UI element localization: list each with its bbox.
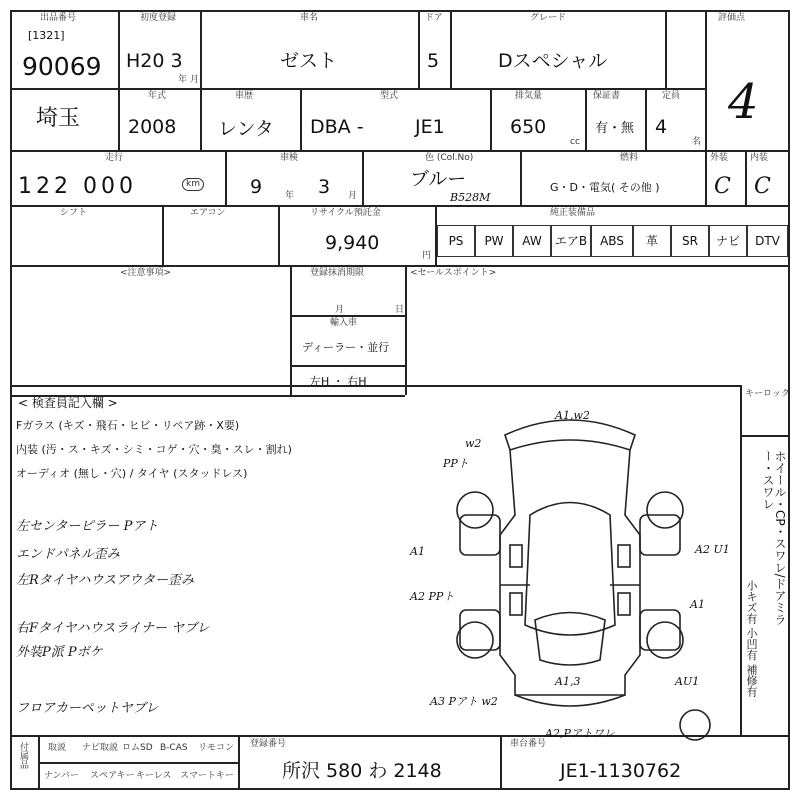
interior: C	[754, 174, 771, 199]
region: 埼玉	[36, 106, 81, 131]
color-label: 色 (Col.No)	[425, 153, 474, 163]
right-rear-fender	[640, 515, 680, 555]
warranty: 有・無	[595, 121, 635, 136]
left-front-door-handle	[510, 593, 522, 615]
mark-front-a1: A1,3	[555, 675, 581, 688]
side-options: ホイール・CP・スワレ/ドアミラー・スワレ	[761, 450, 787, 626]
yen-unit: 円	[422, 251, 432, 261]
door-label: ドア	[425, 13, 443, 23]
fuel: G・D・電気( その他 )	[550, 181, 660, 194]
model-year: 2008	[128, 116, 177, 138]
chassis: JE1-1130762	[560, 760, 682, 782]
equipment-aw: AW	[513, 225, 551, 257]
warranty-label: 保証書	[593, 91, 621, 101]
windshield	[535, 613, 605, 666]
mark-rear: A1,w2	[555, 409, 590, 422]
cabin-roof	[525, 503, 615, 636]
note-5: 外装P派 Pボケ	[16, 645, 103, 660]
equipment-leather: 革	[633, 225, 671, 257]
score: 4	[728, 74, 759, 130]
exterior: C	[714, 174, 731, 199]
name-label: 車名	[300, 13, 319, 23]
caution-label: <注意事項>	[120, 268, 172, 278]
interior-label: 内装	[750, 153, 769, 163]
recycle-fee: 9,940	[325, 232, 380, 254]
inspection-label: 車検	[280, 153, 299, 163]
mark-ppt: PPト	[443, 457, 469, 470]
car-diagram	[405, 395, 740, 745]
mark-left-a2: A2 PPト	[410, 590, 455, 603]
recycle-label: リサイクル預託金	[310, 208, 381, 218]
exterior-label: 外装	[710, 153, 729, 163]
equipment-pw: PW	[475, 225, 513, 257]
inspection-title: < 検査員記入欄 >	[18, 396, 118, 410]
mileage-unit: km	[182, 178, 204, 191]
note-1: 左センターピラー Pアト	[16, 519, 159, 534]
first-reg: H20 3	[126, 50, 183, 72]
mileage-label: 走行	[105, 153, 124, 163]
history: レンタ	[218, 118, 274, 140]
capacity: 4	[655, 116, 668, 138]
left-front-fender	[460, 610, 500, 650]
lot-bracket: [1321]	[28, 29, 65, 42]
fuel-label: 燃料	[620, 153, 639, 163]
score-label: 評価点	[718, 13, 746, 23]
body-outline	[500, 450, 640, 695]
mark-right-a2: A2 U1	[695, 543, 730, 556]
footer-item-4: B-CAS	[160, 743, 188, 753]
footer-item-1: 取説	[48, 743, 67, 753]
inspection-year: 9	[250, 176, 263, 198]
footer-item-2: ナビ取説	[82, 743, 119, 753]
month-unit: 月	[190, 75, 200, 85]
inspection-month: 3	[318, 176, 331, 198]
lot-label: 出品番号	[40, 13, 77, 23]
equipment-dtv: DTV	[747, 225, 788, 257]
sales-label: <セールスポイント>	[410, 268, 497, 278]
car-diagram-svg	[405, 395, 740, 745]
right-front-wheel	[647, 622, 683, 658]
mark-au1: AU1	[675, 675, 700, 688]
import-value: ディーラー・並行	[302, 341, 390, 354]
color: ブルー	[410, 168, 467, 190]
side-notes: 小キズ有 小凹有 補修有	[745, 580, 758, 697]
shift-label: シフト	[60, 208, 88, 218]
mark-left-a1: A1	[410, 545, 425, 558]
left-front-wheel	[457, 622, 493, 658]
type-code: JE1	[415, 116, 445, 138]
mark-right-a1: A1	[690, 598, 705, 611]
capacity-label: 定員	[662, 91, 681, 101]
aircon-label: エアコン	[190, 208, 226, 218]
interior-line: 内装 (汚・ス・キズ・シミ・コゲ・穴・臭・スレ・割れ)	[16, 443, 292, 456]
inspection-year-unit: 年	[285, 191, 295, 201]
mark-bottom: A2,Pアトワレ	[545, 727, 615, 740]
mark-a3: A3 Pアト w2	[430, 695, 498, 708]
footer-item-5: リモコン	[198, 743, 235, 753]
displacement: 650	[510, 116, 547, 138]
type-label: 型式	[380, 91, 399, 101]
car-name: ゼスト	[280, 50, 338, 72]
cancel-day: 日	[395, 305, 405, 315]
note-6: フロアカーペットヤブレ	[16, 701, 159, 716]
mark-w2: w2	[465, 437, 482, 450]
cancel-label: 登録抹消期限	[310, 268, 365, 278]
model-year-label: 年式	[148, 91, 167, 101]
inspection-month-unit: 月	[348, 191, 358, 201]
chassis-label: 車台番号	[510, 739, 547, 749]
note-2: エンドパネル歪み	[16, 547, 120, 562]
color-code: B528M	[450, 191, 491, 204]
footer-item-3: ロムSD	[122, 743, 153, 753]
right-front-fender	[640, 610, 680, 650]
note-3: 左Rタイヤハウスアウター歪み	[16, 573, 195, 588]
auction-sheet: 出品番号 [1321] 90069 初度登録 H20 3 年 月 車名 ゼスト ドア 5 グレード Dスペシャル 評価点 4 埼玉 年式 2008 車歴 レンタ 型式 DBA - JE1 排気量 650 cc 保証書 有・無 定員 4 名 走行 122 000 km 車検 9 年 3 月 色 (Col.No) ブルー B528M 燃料 G・D・電気( その他 ) 外装 C 内装 C シフト エアコン リサイクル預託金 9,940 円 純正装備品 PS PW AW エアB ABS 革 SR ナビ DTV <注意事項> 登録抹消期限 月 日 輸入車 ディーラー・並行 左H ・ 右H <セールスポイント> キーロック < 検査員記入欄 > Fガラス (キズ・飛石・ヒビ・リペア跡・X要) 内装 (汚・ス・キズ・シミ・コゲ・穴・臭・スレ・割れ) オーディオ (無し・穴) / タイヤ (スタッドレス) 左センターピラー Pアト エンドパネル歪み 左Rタイヤハウスアウター歪み 右Fタイヤハウスライナー ヤブレ 外装P派 Pボケ フロアカーペットヤブレ ホイール・CP・スワレ/ドアミラー・スワレ 小キズ有 小凹有 補修有 A1,w2 w2 PPト A1 A2 U1 A2 PPト A1 A1,3 AU1 A3 Pアト w2 A2,Pアトワレ 付属品 取説 ナビ取説 ロムSD B-CAS リモコン ナンバー スペアキー キーレス スマートキー 登録番号 所沢 580 わ 2148 車台番号 JE1-1130762	[10, 10, 790, 790]
left-rear-wheel	[457, 492, 493, 528]
note-4: 右Fタイヤハウスライナー ヤブレ	[16, 621, 210, 636]
footer-item-9: スマートキー	[180, 771, 234, 781]
displacement-label: 排気量	[515, 91, 543, 101]
plate-label: 登録番号	[250, 739, 287, 749]
equipment-ps: PS	[437, 225, 475, 257]
left-rear-door-handle	[510, 545, 522, 567]
equipment-abs: ABS	[591, 225, 633, 257]
first-reg-label: 初度登録	[140, 13, 177, 23]
cc-unit: cc	[570, 137, 580, 147]
right-front-door-handle	[618, 593, 630, 615]
footer-item-8: キーレス	[136, 771, 172, 781]
doors: 5	[427, 50, 440, 72]
lot-number: 90069	[22, 52, 102, 81]
type-prefix: DBA -	[310, 116, 364, 138]
year-unit: 年	[178, 75, 188, 85]
import-label: 輸入車	[330, 318, 358, 328]
footer-item-6: ナンバー	[44, 771, 79, 781]
footer-item-7: スペアキー	[90, 771, 135, 781]
right-rear-door-handle	[618, 545, 630, 567]
spare-wheel	[680, 710, 710, 740]
right-rear-wheel	[647, 492, 683, 528]
keyless-label: キーロック	[745, 389, 790, 399]
equipment-sr: SR	[671, 225, 709, 257]
left-rear-fender	[460, 515, 500, 555]
steering: 左H ・ 右H	[310, 375, 367, 388]
equipment-label: 純正装備品	[550, 208, 596, 218]
front-bumper	[515, 695, 625, 706]
glass-line: Fガラス (キズ・飛石・ヒビ・リペア跡・X要)	[16, 419, 240, 432]
equipment-navi: ナビ	[709, 225, 747, 257]
grade-label: グレード	[530, 13, 567, 23]
mileage: 122 000	[18, 174, 137, 199]
history-label: 車歴	[235, 91, 254, 101]
equipment-airbag: エアB	[551, 225, 591, 257]
plate: 所沢 580 わ 2148	[282, 760, 442, 782]
rear-window-shape	[505, 420, 635, 450]
grade: Dスペシャル	[498, 50, 608, 72]
capacity-unit: 名	[692, 137, 702, 147]
cancel-month: 月	[335, 305, 345, 315]
audio-line: オーディオ (無し・穴) / タイヤ (スタッドレス)	[16, 467, 248, 480]
